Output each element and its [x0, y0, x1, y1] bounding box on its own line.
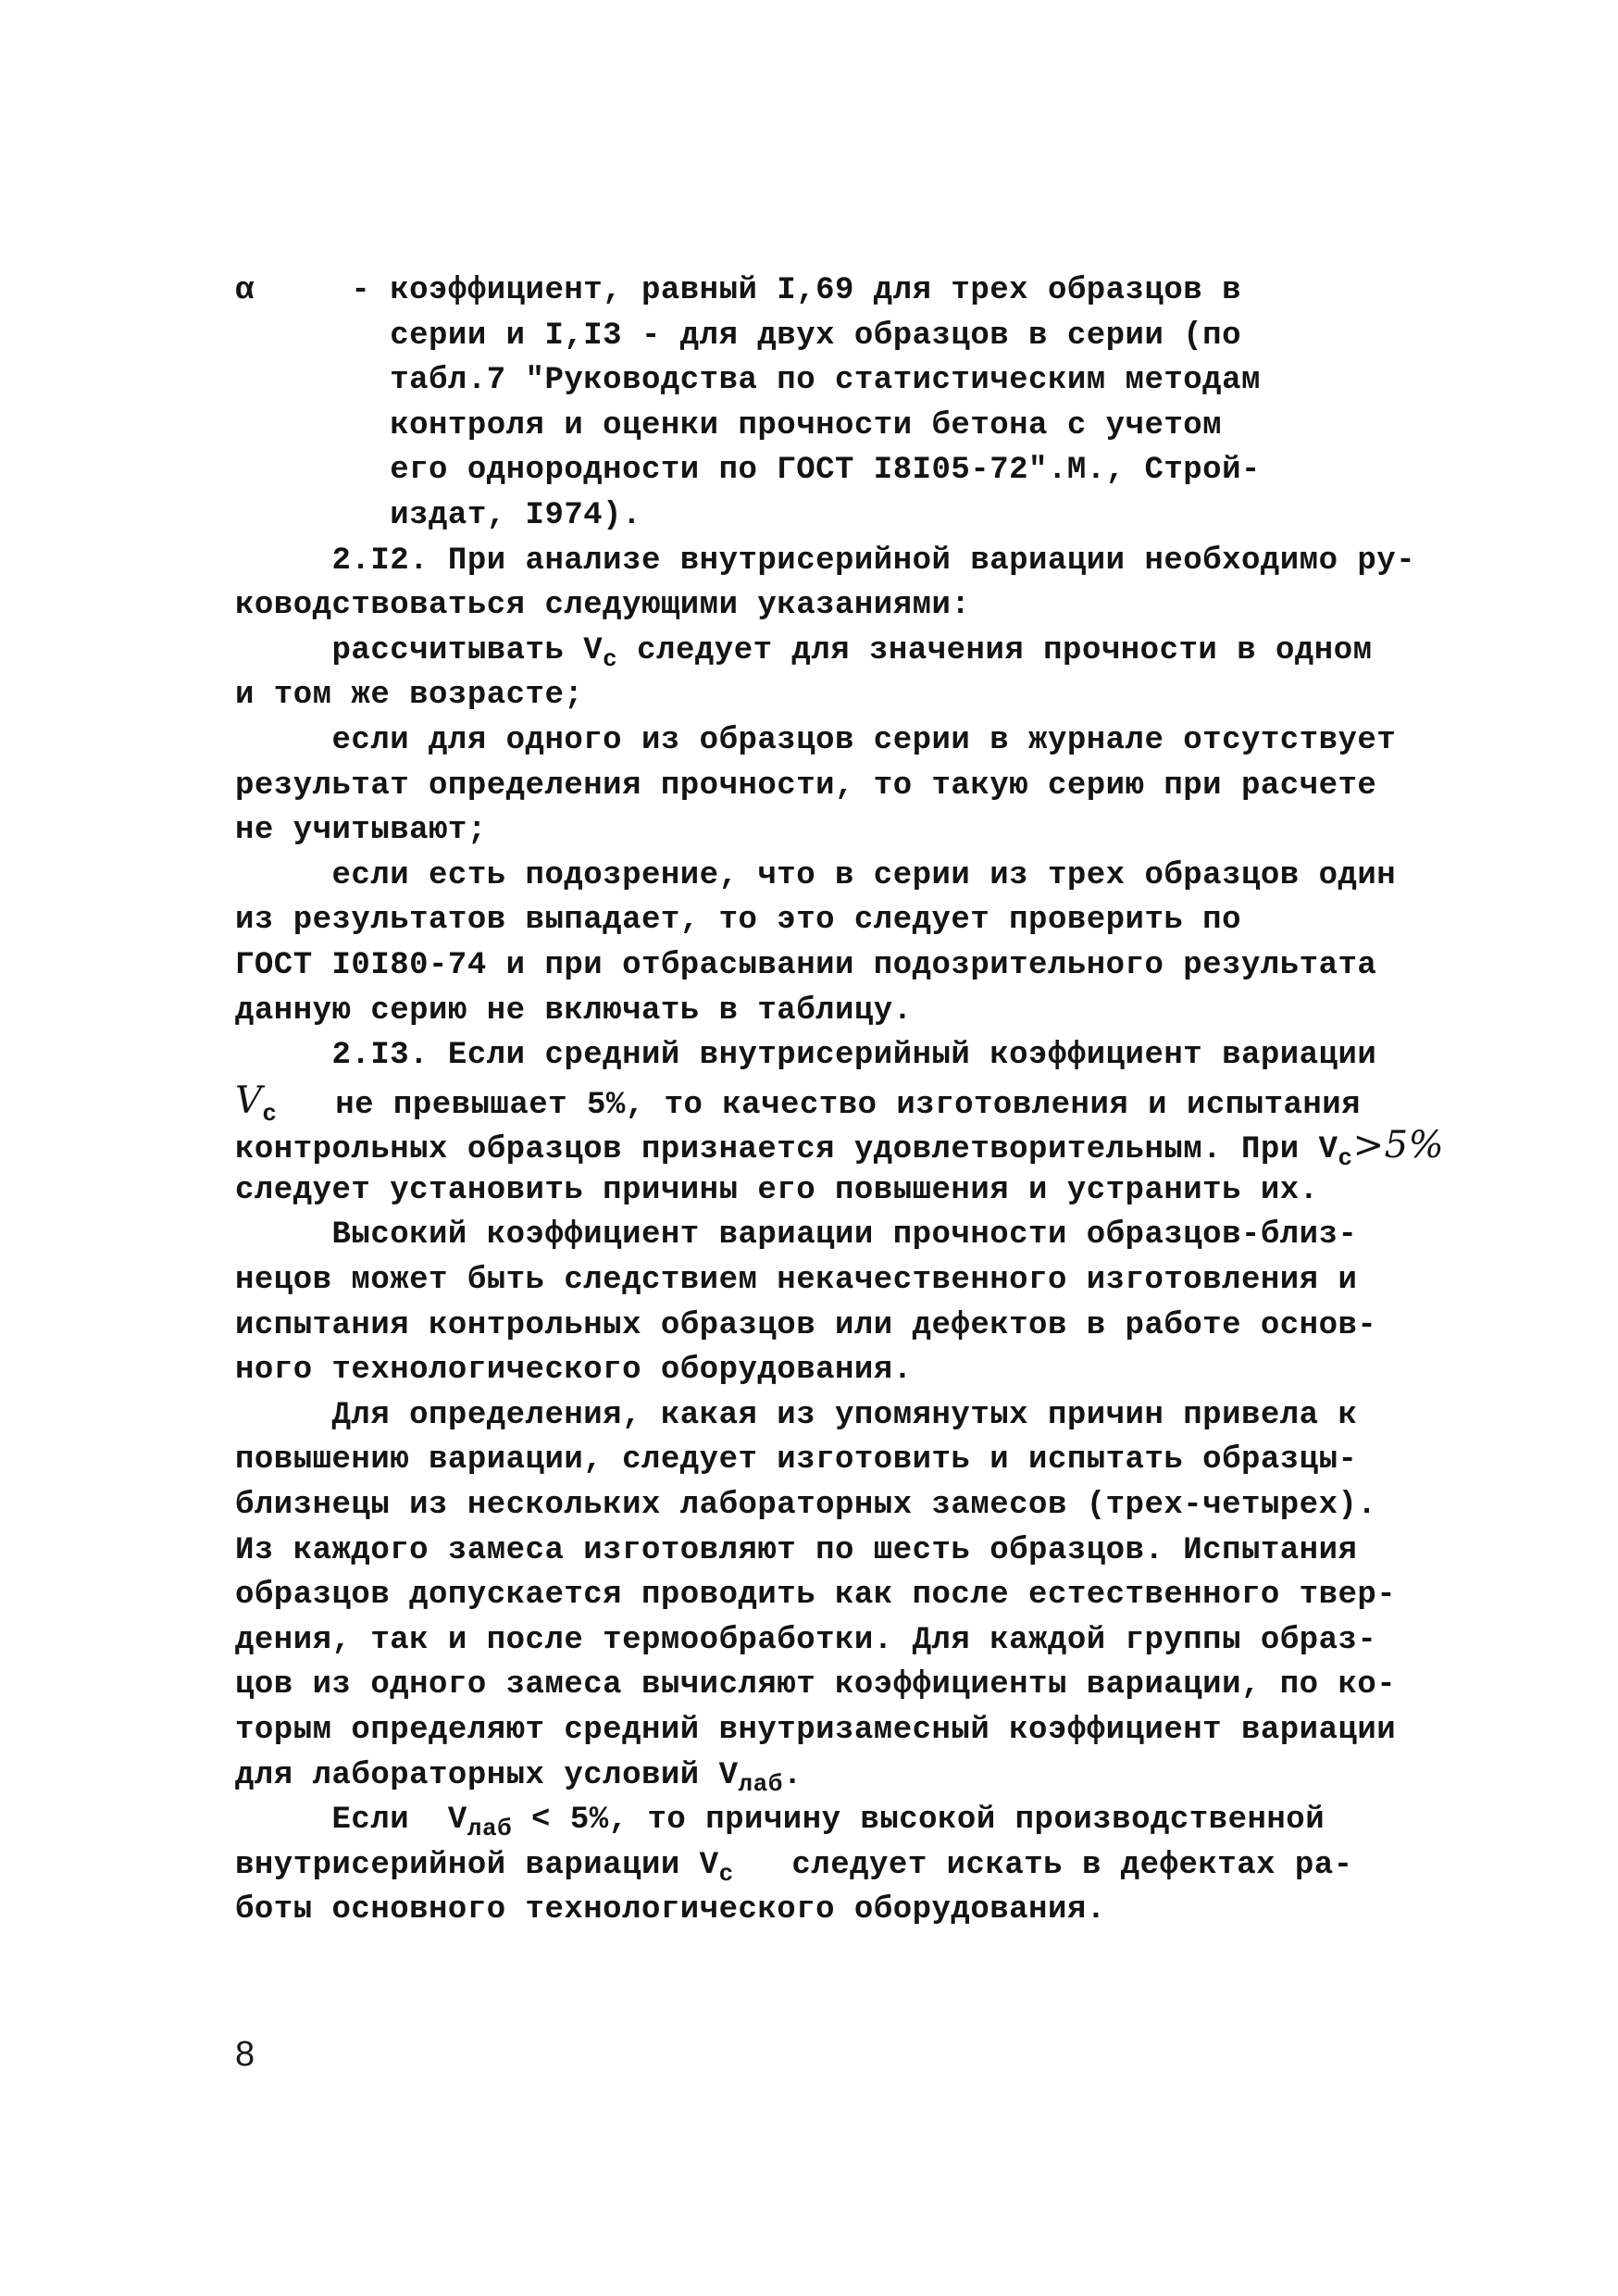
text-fragment: .: [782, 1757, 803, 1793]
text-line: [235, 1843, 1401, 1889]
text-line: издат, I974).: [235, 497, 641, 533]
text-line: испытания контрольных образцов или дефектов в работе основ-: [235, 1307, 1377, 1343]
body-text: [235, 268, 1445, 1933]
text-line: цов из одного замеса вычисляют коэффициенты вариации, по ко-: [235, 1667, 1397, 1703]
subscript: c: [262, 1099, 278, 1128]
text-line: результат определения прочности, то такую серию при расчете: [235, 767, 1377, 804]
text-line: его однородности по ГОСТ I8I05-72".М., Строй-: [235, 453, 1261, 489]
text-line: если для одного из образцов серии в журнале отсутствует: [235, 722, 1397, 758]
text-line: табл.7 "Руководства по статистическим методам: [235, 363, 1261, 399]
text-line: ного технологического оборудования.: [235, 1353, 913, 1389]
text-line: [235, 629, 1401, 674]
text-line: ГОСТ I0I80-74 и при отбрасывании подозрительного результата: [235, 947, 1377, 983]
text-line: [235, 1753, 1401, 1799]
variable-symbol: V: [235, 1079, 263, 1122]
text-fragment: < 5%, то причину высокой производственной: [512, 1803, 1326, 1839]
page-number: 8: [235, 2035, 255, 2074]
text-line: 2.I2. При анализе внутрисерийной вариации необходимо ру-: [235, 543, 1416, 579]
subscript: лаб: [467, 1815, 513, 1843]
text-line: α - коэффициент, равный I,69 для трех образцов в: [235, 273, 1241, 308]
text-line: Из каждого замеса изготовляют по шесть образцов. Испытания: [235, 1532, 1358, 1568]
text-line: данную серию не включать в таблицу.: [235, 992, 913, 1029]
text-line: [235, 1123, 1445, 1173]
text-line: дения, так и после термообработки. Для каждой группы образ-: [235, 1622, 1377, 1658]
text-line: образцов допускается проводить как после естественного твер-: [235, 1578, 1397, 1614]
text-line: и том же возрасте;: [235, 678, 584, 714]
subscript: c: [603, 644, 618, 673]
text-line: нецов может быть следствием некачественного изготовления и: [235, 1263, 1358, 1299]
text-fragment: Если V: [235, 1803, 467, 1839]
text-line: не учитывают;: [235, 813, 487, 849]
text-line: Высокий коэффициент вариации прочности образцов-близ-: [235, 1217, 1358, 1254]
text-line: [235, 1079, 1401, 1128]
text-line: Для определения, какая из упомянутых причин привела к: [235, 1397, 1358, 1433]
text-line: 2.I3. Если средний внутрисерийный коэффициент вариации: [235, 1038, 1377, 1074]
text-fragment: не превышает 5%, то качество изготовления и испытания: [277, 1087, 1362, 1123]
text-line: следует установить причины его повышения и устранить их.: [235, 1172, 1319, 1208]
text-line: контроля и оценки прочности бетона с учетом: [235, 407, 1223, 443]
text-line: торым определяют средний внутризамесный коэффициент вариации: [235, 1713, 1397, 1748]
inequality: >5%: [1352, 1124, 1445, 1167]
text-line: из результатов выпадает, то это следует проверить по: [235, 903, 1241, 939]
subscript: c: [718, 1859, 734, 1888]
text-line: серии и I,I3 - для двух образцов в серии (по: [235, 318, 1241, 354]
text-line: если есть подозрение, что в серии из трех образцов один: [235, 857, 1397, 893]
text-fragment: рассчитывать V: [235, 632, 604, 668]
text-fragment: контрольных образцов признается удовлетворительным. При V: [235, 1132, 1338, 1168]
subscript: c: [1338, 1144, 1353, 1173]
text-fragment: внутрисерийной вариации V: [235, 1847, 719, 1883]
text-line: повышению вариации, следует изготовить и испытать образцы-: [235, 1442, 1358, 1479]
text-fragment: следует искать в дефектах ра-: [733, 1847, 1353, 1883]
subscript: лаб: [738, 1769, 783, 1798]
text-fragment: следует для значения прочности в одном: [617, 632, 1373, 668]
text-line: ководствоваться следующими указаниями:: [235, 588, 971, 624]
text-fragment: для лабораторных условий V: [235, 1757, 739, 1793]
text-line: близнецы из нескольких лабораторных замесов (трех-четырех).: [235, 1488, 1377, 1524]
text-line: боты основного технологического оборудования.: [235, 1892, 1106, 1928]
text-line: [235, 1798, 1401, 1843]
